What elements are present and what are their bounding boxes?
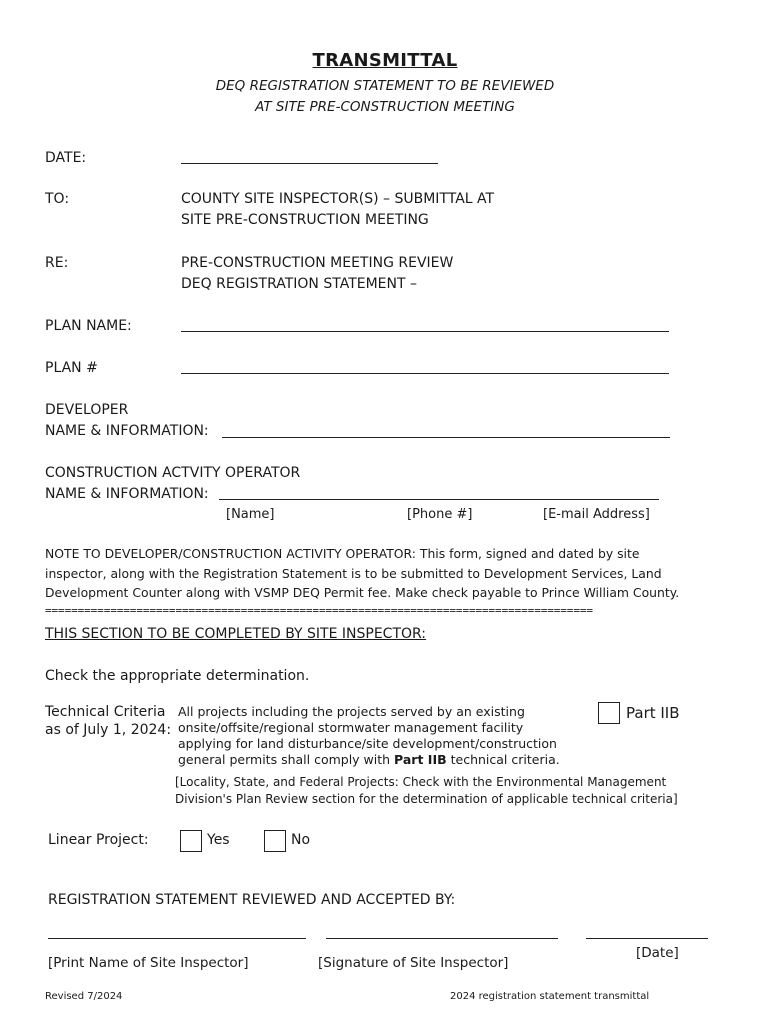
technical-criteria-label-line-2: as of July 1, 2024: [45,722,172,738]
note-line-2: inspector, along with the Registration Statement is to be submitted to Development Services, Land [45,566,662,581]
separator-line: ==================================================================================== [45,604,593,617]
determination-instruction: Check the appropriate determination. [45,668,310,684]
plan-name-field[interactable] [181,331,669,332]
print-name-caption: [Print Name of Site Inspector] [48,955,249,971]
date-label: DATE: [45,150,87,166]
operator-label-line-1: CONSTRUCTION ACTVITY OPERATOR [45,465,301,481]
document-subtitle-line-2: AT SITE PRE-CONSTRUCTION MEETING [255,99,515,115]
linear-yes-label: Yes [207,832,230,848]
developer-info-field[interactable] [222,437,670,438]
locality-note-line-2: Division's Plan Review section for the determination of applicable technical criteria] [175,792,678,806]
date-line[interactable] [586,938,708,939]
plan-number-label: PLAN # [45,360,98,376]
document-subtitle-line-1: DEQ REGISTRATION STATEMENT TO BE REVIEWED [215,78,555,94]
technical-criteria-text-pre: general permits shall comply with [178,752,395,767]
signature-caption: [Signature of Site Inspector] [318,955,509,971]
operator-name-caption: [Name] [226,507,275,522]
developer-label-line-1: DEVELOPER [45,402,129,418]
technical-criteria-text-line-3: applying for land disturbance/site development/construction [178,736,557,751]
developer-label-line-2: NAME & INFORMATION: [45,423,209,439]
linear-no-label: No [291,832,311,848]
inspector-section-heading: THIS SECTION TO BE COMPLETED BY SITE INSPECTOR: [45,626,427,642]
re-label: RE: [45,255,69,271]
part-iib-label: Part IIB [626,704,680,722]
note-line-1: NOTE TO DEVELOPER/CONSTRUCTION ACTIVITY OPERATOR: This form, signed and dated by site [45,546,640,561]
technical-criteria-text-post: technical criteria. [446,752,560,767]
document-title: TRANSMITTAL [312,50,458,71]
to-value-line-2: SITE PRE-CONSTRUCTION MEETING [181,212,429,228]
operator-phone-caption: [Phone #] [407,507,473,522]
part-iib-checkbox[interactable] [598,702,620,724]
date-caption: [Date] [636,945,679,961]
linear-yes-checkbox[interactable] [180,830,202,852]
locality-note-line-1: [Locality, State, and Federal Projects: Check with the Environmental Management [175,775,667,789]
document-filename: 2024 registration statement transmittal [450,991,650,1002]
re-value-line-1: PRE-CONSTRUCTION MEETING REVIEW [181,255,454,271]
plan-number-field[interactable] [181,373,669,374]
technical-criteria-text-line-1: All projects including the projects served by an existing [178,704,525,719]
to-label: TO: [45,191,70,207]
technical-criteria-text-line-4 [178,751,560,768]
operator-info-field[interactable] [219,499,659,500]
acceptance-heading: REGISTRATION STATEMENT REVIEWED AND ACCEPTED BY: [48,892,456,908]
technical-criteria-text-line-2: onsite/offsite/regional stormwater management facility [178,720,524,735]
technical-criteria-part-iib: Part IIB [394,752,447,767]
operator-email-caption: [E-mail Address] [543,507,650,522]
linear-no-checkbox[interactable] [264,830,286,852]
to-value-line-1: COUNTY SITE INSPECTOR(S) – SUBMITTAL AT [181,191,495,207]
revision-note: Revised 7/2024 [45,991,123,1002]
technical-criteria-label-line-1: Technical Criteria [45,704,166,720]
operator-label-line-2: NAME & INFORMATION: [45,486,209,502]
linear-project-label: Linear Project: [48,832,149,848]
signature-line[interactable] [326,938,558,939]
re-value-line-2: DEQ REGISTRATION STATEMENT – [181,276,417,292]
print-name-line[interactable] [48,938,306,939]
plan-name-label: PLAN NAME: [45,318,132,334]
date-field[interactable] [181,163,438,164]
note-line-3: Development Counter along with VSMP DEQ Permit fee. Make check payable to Prince William County. [45,585,680,600]
